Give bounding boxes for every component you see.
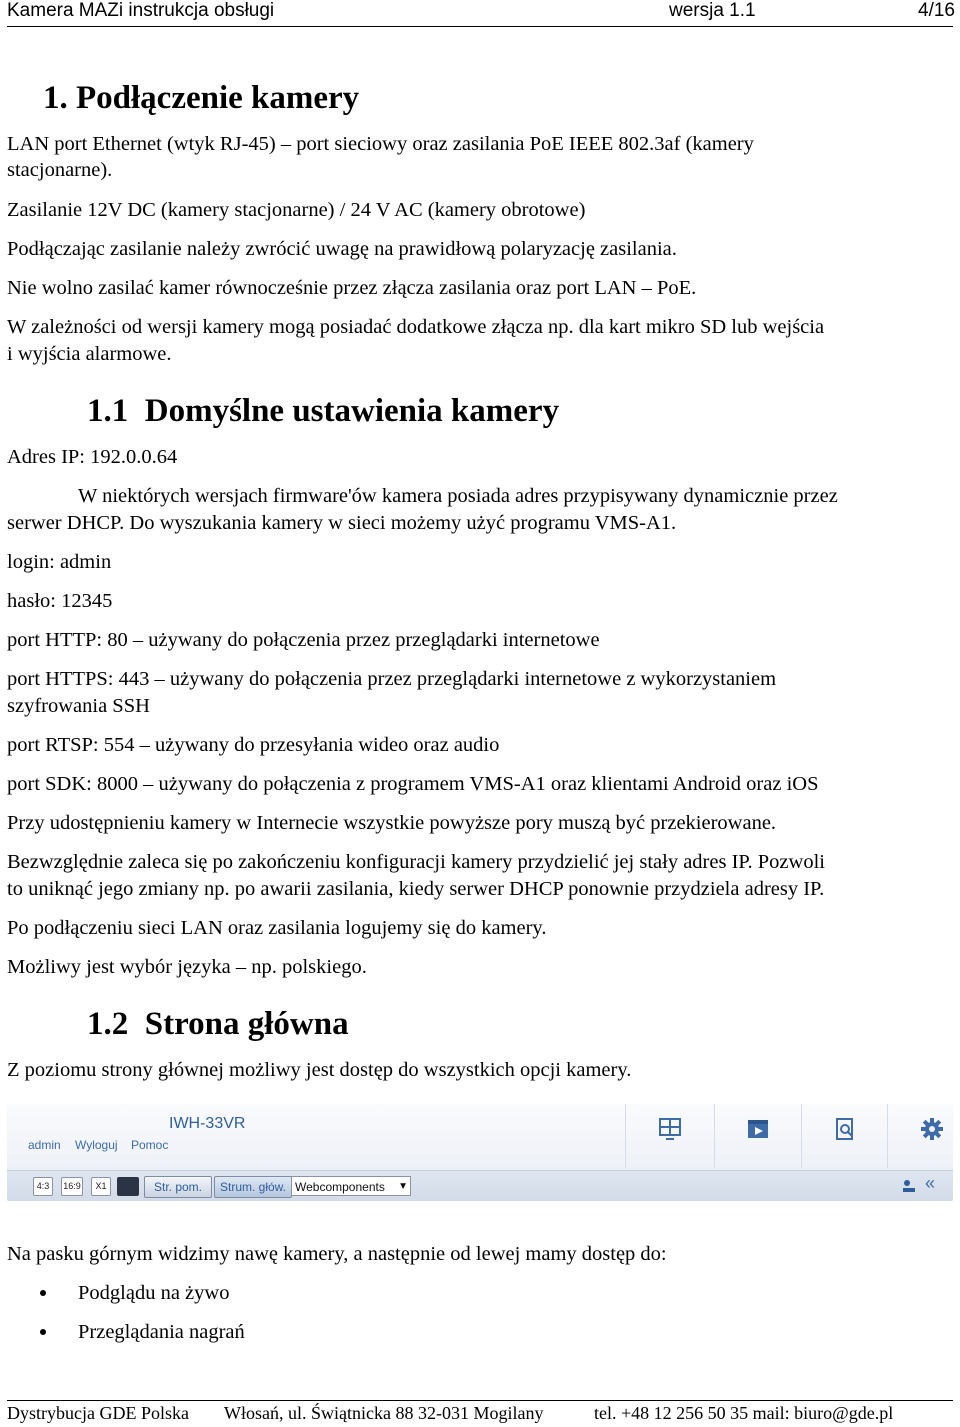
plugin-select[interactable] — [291, 1176, 411, 1196]
bullet-icon — [40, 1290, 46, 1296]
default-login: login: admin — [7, 551, 112, 573]
paragraph: to uniknąć jego zmiany np. po awarii zasilania, kiedy serwer DHCP ponownie przydziela adresy IP. — [7, 878, 825, 900]
fullscreen-button[interactable] — [117, 1177, 139, 1196]
paragraph: Nie wolno zasilać kamer równocześnie przez złącza zasilania oraz port LAN – PoE. — [7, 277, 697, 299]
header-rule — [7, 26, 953, 27]
list-item: Przeglądania nagrań — [78, 1321, 245, 1343]
collapse-icon[interactable]: « — [925, 1173, 936, 1193]
footer-company: Dystrybucja GDE Polska — [7, 1403, 189, 1423]
doc-version: wersja 1.1 — [669, 0, 756, 21]
plugin-select-value: Webcomponents — [295, 1180, 385, 1194]
ip-address: Adres IP: 192.0.0.64 — [7, 446, 178, 468]
port-sdk: port SDK: 8000 – używany do połączenia z programem VMS-A1 oraz klientami Android oraz iOS — [7, 773, 819, 795]
footer-contact: tel. +48 12 256 50 35 mail: biuro@gde.pl — [594, 1403, 894, 1423]
separator — [714, 1104, 715, 1168]
separator — [887, 1104, 888, 1168]
live-view-icon[interactable] — [657, 1116, 683, 1142]
toolbar-bottom — [7, 1170, 953, 1201]
section-heading-1-1: 1.1 Domyślne ustawienia kamery — [87, 393, 560, 429]
port-https: port HTTPS: 443 – używany do połączenia przez przeglądarki internetowe z wykorzystaniem — [7, 668, 777, 690]
paragraph: stacjonarne). — [7, 159, 113, 181]
page-number: 4/16 — [918, 0, 955, 21]
section-heading-1: 1. Podłączenie kamery — [43, 80, 360, 116]
camera-ui-toolbar — [7, 1104, 953, 1201]
paragraph: i wyjścia alarmowe. — [7, 343, 172, 365]
paragraph: Po podłączeniu sieci LAN oraz zasilania logujemy się do kamery. — [7, 917, 547, 939]
ratio-x1-button[interactable]: X1 — [91, 1177, 111, 1196]
section-heading-1-2: 1.2 Strona główna — [87, 1006, 349, 1042]
paragraph: Możliwy jest wybór języka – np. polskiego. — [7, 956, 367, 978]
port-http: port HTTP: 80 – używany do połączenia przez przeglądarki internetowe — [7, 629, 600, 651]
bullet-icon — [40, 1329, 46, 1335]
paragraph: serwer DHCP. Do wyszukania kamery w sieci możemy użyć programu VMS-A1. — [7, 512, 677, 534]
sub-stream-button[interactable]: Str. pom. — [144, 1176, 212, 1198]
toolbar-top — [7, 1104, 953, 1168]
paragraph: Z poziomu strony głównej możliwy jest dostęp do wszystkich opcji kamery. — [7, 1059, 632, 1081]
paragraph: Przy udostępnieniu kamery w Internecie wszystkie powyższe pory muszą być przekierowane. — [7, 812, 777, 834]
paragraph: LAN port Ethernet (wtyk RJ-45) – port sieciowy oraz zasilania PoE IEEE 802.3af (kamery — [7, 133, 754, 155]
footer-address: Włosań, ul. Świątnicka 88 32-031 Mogilany — [224, 1403, 544, 1423]
ptz-control-icon[interactable] — [901, 1178, 919, 1194]
search-log-icon[interactable] — [832, 1116, 858, 1142]
help-link[interactable]: Pomoc — [131, 1138, 169, 1152]
paragraph: Zasilanie 12V DC (kamery stacjonarne) / 24 V AC (kamery obrotowe) — [7, 199, 586, 221]
port-rtsp: port RTSP: 554 – używany do przesyłania wideo oraz audio — [7, 734, 500, 756]
default-password: hasło: 12345 — [7, 590, 113, 612]
separator — [625, 1104, 626, 1168]
doc-title: Kamera MAZi instrukcja obsługi — [7, 0, 275, 21]
paragraph: Na pasku górnym widzimy nawę kamery, a następnie od lewej mamy dostęp do: — [7, 1243, 667, 1265]
port-https-cont: szyfrowania SSH — [7, 695, 150, 717]
user-link[interactable]: admin — [28, 1138, 61, 1152]
footer-rule — [7, 1400, 953, 1401]
paragraph: Bezwzględnie zaleca się po zakończeniu konfiguracji kamery przydzielić jej stały adres IP. Pozwoli — [7, 851, 825, 873]
main-stream-button[interactable]: Strum. głów. — [214, 1176, 292, 1198]
camera-model-name: IWH-33VR — [169, 1115, 246, 1132]
chevron-down-icon: ▼ — [398, 1181, 408, 1192]
logout-link[interactable]: Wyloguj — [75, 1138, 118, 1152]
ratio-16-9-button[interactable]: 16:9 — [61, 1177, 83, 1196]
paragraph: W niektórych wersjach firmware'ów kamera posiada adres przypisywany dynamicznie przez — [78, 485, 838, 507]
separator — [801, 1104, 802, 1168]
paragraph: Podłączając zasilanie należy zwrócić uwagę na prawidłową polaryzację zasilania. — [7, 238, 677, 260]
ratio-4-3-button[interactable]: 4:3 — [33, 1177, 53, 1196]
list-item: Podglądu na żywo — [78, 1282, 230, 1304]
settings-gear-icon[interactable] — [919, 1116, 945, 1142]
playback-icon[interactable] — [745, 1116, 771, 1142]
paragraph: W zależności od wersji kamery mogą posiadać dodatkowe złącza np. dla kart mikro SD lub wejścia — [7, 316, 825, 338]
